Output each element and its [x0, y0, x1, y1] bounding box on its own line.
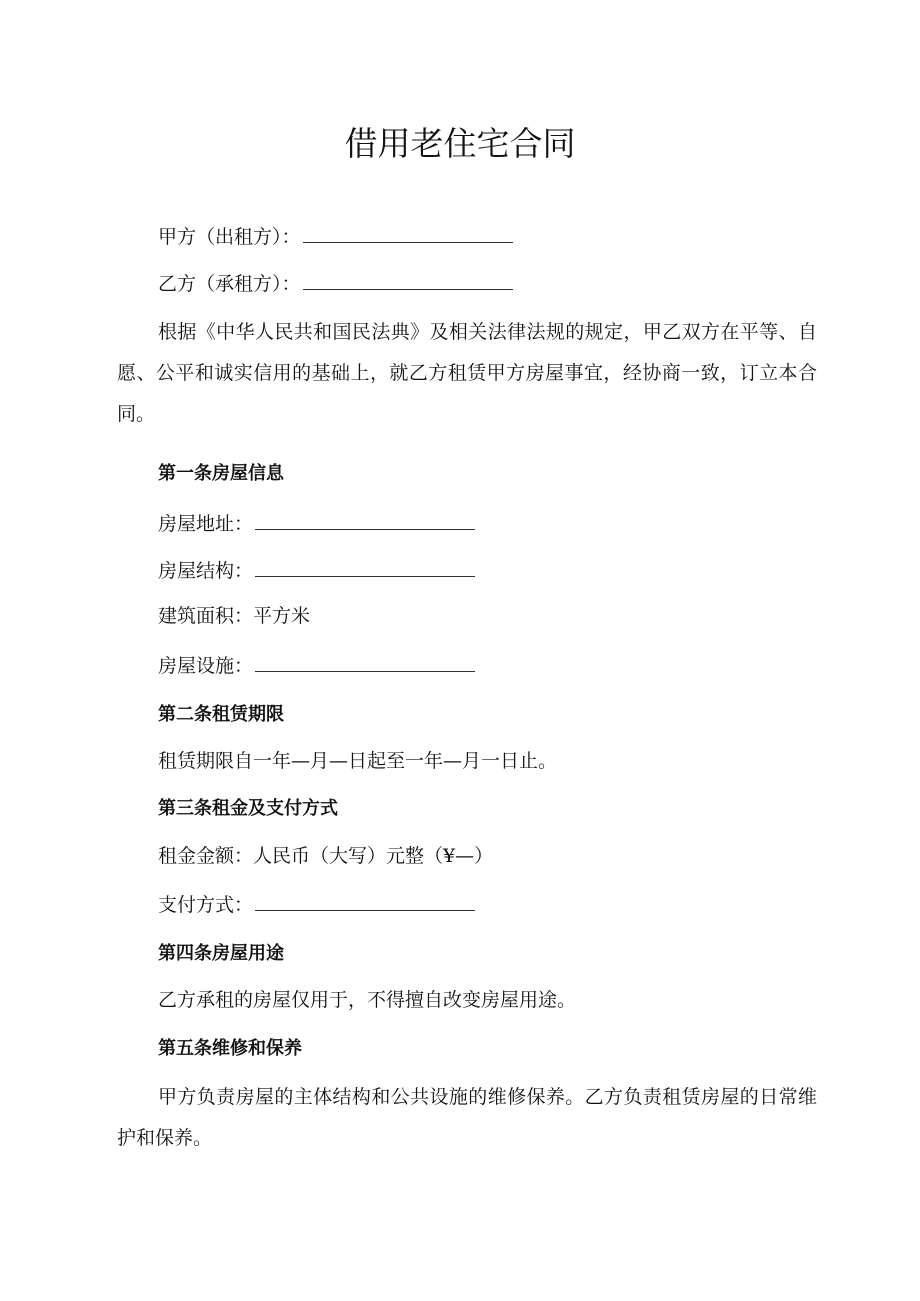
preamble-paragraph: 根据《中华人民共和国民法典》及相关法律法规的规定，甲乙双方在平等、自愿、公平和诚实信用的基础上，就乙方租赁甲方房屋事宜，经协商一致，订立本合同。 — [117, 321, 817, 425]
house-address-blank — [255, 509, 475, 530]
house-structure-blank — [255, 556, 475, 577]
house-structure-line — [158, 556, 475, 584]
section-2-heading: 第二条租赁期限 — [158, 704, 284, 725]
payment-method-line — [158, 890, 475, 918]
payment-method-blank — [255, 890, 475, 911]
party-a-label: 甲方（出租方）： — [158, 226, 301, 248]
rent-amount-text: 租金金额：人民币（大写）元整（¥—） — [158, 845, 494, 867]
party-b-line — [158, 269, 513, 297]
section-3-heading: 第三条租金及支付方式 — [158, 798, 338, 819]
house-structure-label: 房屋结构： — [158, 560, 254, 582]
section-4-heading: 第四条房屋用途 — [158, 943, 284, 964]
house-facilities-blank — [255, 651, 475, 672]
house-address-line — [158, 509, 475, 537]
house-address-label: 房屋地址： — [158, 513, 254, 535]
party-b-blank — [303, 269, 513, 290]
party-a-line — [158, 222, 513, 250]
section-5-heading: 第五条维修和保养 — [158, 1038, 302, 1059]
house-use-text: 乙方承租的房屋仅用于，不得擅自改变房屋用途。 — [158, 989, 577, 1011]
page-title: 借用老住宅合同 — [344, 124, 576, 163]
payment-method-label: 支付方式： — [158, 894, 254, 916]
maintenance-paragraph: 甲方负责房屋的主体结构和公共设施的维修保养。乙方负责租赁房屋的日常维护和保养。 — [117, 1086, 817, 1149]
house-facilities-label: 房屋设施： — [158, 655, 254, 677]
house-facilities-line — [158, 651, 475, 679]
party-a-blank — [303, 222, 513, 243]
party-b-label: 乙方（承租方）： — [158, 273, 301, 295]
section-1-heading: 第一条房屋信息 — [158, 463, 284, 484]
building-area-line: 建筑面积：平方米 — [158, 605, 311, 627]
lease-term-text: 租赁期限自一年—月—日起至一年—月一日止。 — [158, 750, 558, 772]
